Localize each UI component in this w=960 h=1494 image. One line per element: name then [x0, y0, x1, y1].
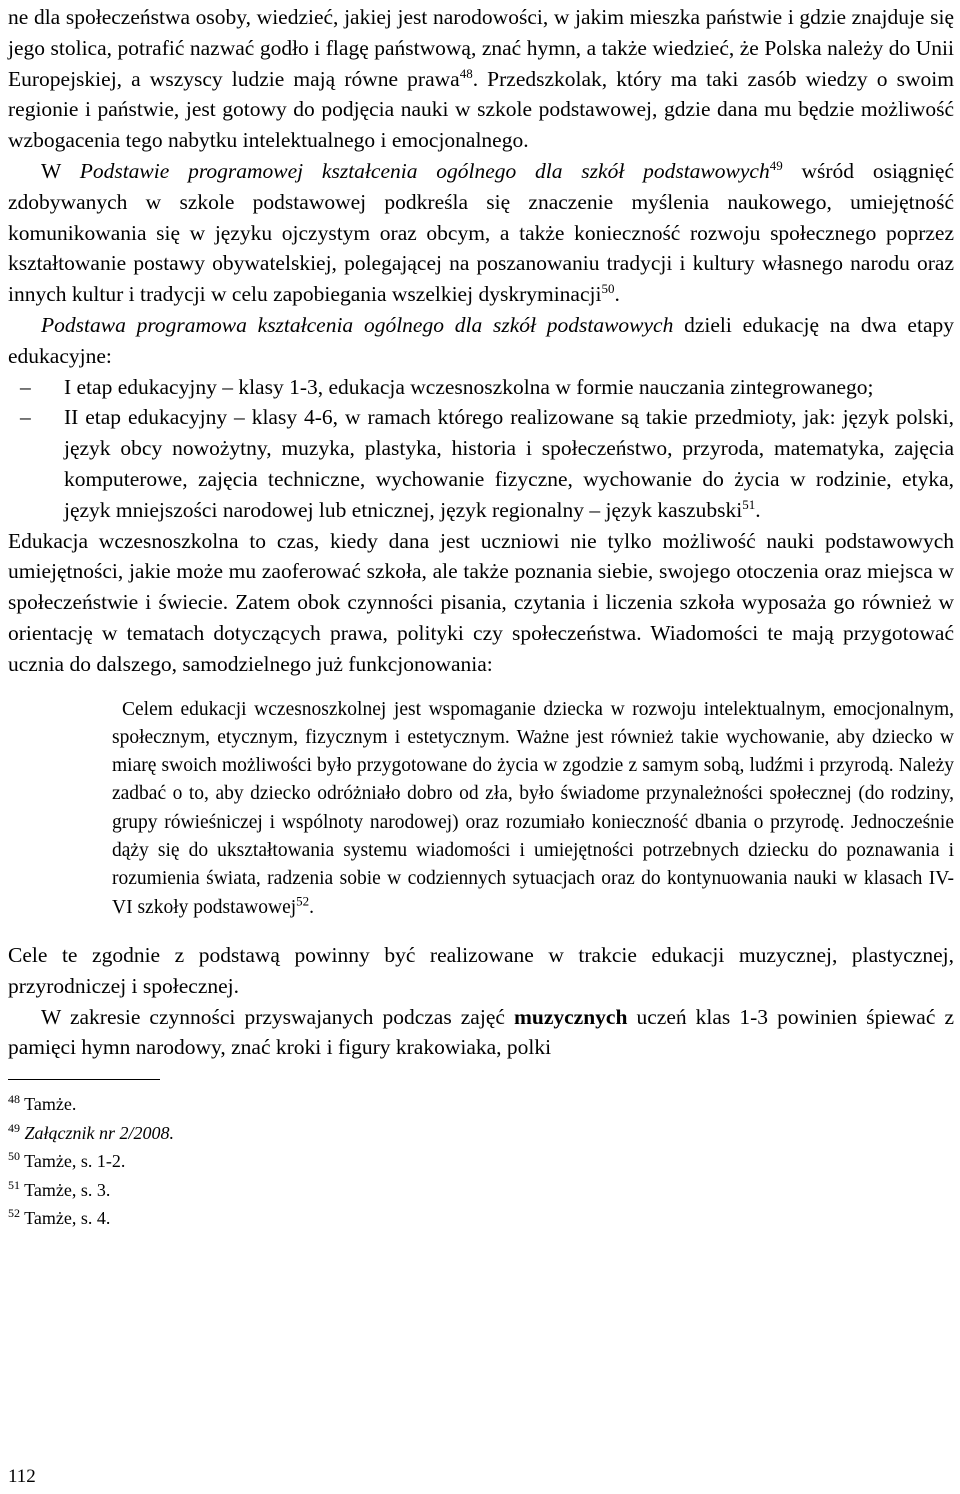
dash-bullet: – — [20, 374, 31, 399]
footnote-52 — [8, 1204, 954, 1233]
quote-text: . — [309, 896, 315, 918]
block-quote — [8, 696, 954, 922]
italic-title: Podstawie programowej kształcenia ogólnego dla szkół podstawowych — [79, 158, 770, 183]
footnote-number: 49 — [8, 1120, 20, 1135]
paragraph-text: W zakresie czynności przyswajanych podczas zajęć — [41, 1004, 514, 1029]
paragraph-text: ne dla społeczeństwa osoby, wiedzieć, jakiej jest narodowości, w jakim mieszka państwie i gdzie znajduje się jego stolica, potrafić nazwać godło i flagę państwową, znać hymn, a także wiedzieć, że Polska należy do Unii Europejskiej, a wszyscy ludzie mają równe prawa — [8, 5, 954, 91]
footnote-number: 50 — [8, 1149, 20, 1164]
paragraph-music — [8, 1002, 954, 1064]
paragraph-text: . — [614, 282, 620, 307]
footnote-ref-51[interactable]: 51 — [742, 496, 756, 512]
dash-bullet: – — [20, 405, 31, 430]
footnote-text: Tamże, s. 3. — [20, 1179, 111, 1200]
paragraph-text: W — [41, 158, 80, 183]
footnote-ref-48[interactable]: 48 — [459, 65, 473, 81]
footnote-ref-50[interactable]: 50 — [601, 281, 615, 297]
paragraph-intro — [8, 2, 954, 156]
stage-list — [8, 372, 954, 526]
footnote-ref-49[interactable]: 49 — [769, 157, 783, 173]
footnote-ref-52[interactable]: 52 — [296, 893, 310, 909]
italic-title: Podstawa programowa kształcenia ogólnego dla szkół podstawowych — [41, 312, 674, 337]
footnote-49 — [8, 1119, 954, 1148]
footnote-text: Tamże. — [20, 1094, 77, 1115]
footnote-number: 51 — [8, 1177, 20, 1192]
footnotes — [8, 1090, 954, 1233]
footnote-text: Tamże, s. 4. — [20, 1208, 111, 1229]
footnote-51 — [8, 1176, 954, 1205]
paragraph-text: Cele te zgodnie z podstawą powinny być realizowane w trakcie edukacji muzycznej, plastycznej, przyrodniczej i społecznej. — [8, 942, 954, 998]
document-page — [8, 2, 954, 1233]
list-item-text: II etap edukacyjny – klasy 4-6, w ramach którego realizowane są takie przedmioty, jak: język polski, język obcy nowożytny, muzyka, plastyka, historia i społeczeństwo, przyroda, matematyka, zajęcia komputerowe, zajęcia techniczne, wychowanie fizyczne, wychowanie do życia w rodzinie, etyka, język mniejszości narodowej lub etnicznej, język regionalny – język kaszubski — [64, 405, 954, 522]
footnote-text: Tamże, s. 1-2. — [20, 1151, 126, 1172]
list-item — [8, 372, 954, 403]
paragraph-text: dzieli edukację na dwa etapy edukacyjne: — [8, 312, 954, 368]
list-item — [8, 402, 954, 525]
list-item-text: I etap edukacyjny – klasy 1-3, edukacja wczesnoszkolna w formie nauczania zintegrowanego; — [64, 374, 874, 399]
footnote-text: Załącznik nr 2/2008. — [20, 1122, 175, 1143]
paragraph-goals — [8, 940, 954, 1002]
paragraph-early-education — [8, 526, 954, 680]
footnote-50 — [8, 1147, 954, 1176]
footnote-divider — [8, 1079, 160, 1080]
footnote-number: 48 — [8, 1092, 20, 1107]
footnote-number: 52 — [8, 1206, 20, 1221]
paragraph-text: uczeń klas 1-3 powinien śpiewać z pamięci hymn narodowy, znać kroki i figury krakowiaka, polki — [8, 1004, 954, 1060]
paragraph-text: wśród osiągnięć zdobywanych w szkole podstawowej podkreśla się znaczenie myślenia naukowego, umiejętność komunikowania się w języku ojczystym oraz obcym, a także konieczność rozwoju społecznego poprzez kształtowanie postawy obywatelskiej, polegającej na poszanowaniu tradycji i kultury własnego narodu oraz innych kultur i tradycji w celu zapobiegania wszelkiej dyskryminacji — [8, 158, 955, 307]
footnote-48 — [8, 1090, 954, 1119]
page-number: 112 — [8, 1466, 36, 1487]
paragraph-text: . Przedszkolak, który ma taki zasób wiedzy o swoim regionie i państwie, jest gotowy do podjęcia nauki w szkole podstawowej, gdzie dana mu będzie możliwość wzbogacenia tego nabytku intelektualnego i emocjonalnego. — [8, 66, 954, 153]
quote-text: Celem edukacji wczesnoszkolnej jest wspomaganie dziecka w rozwoju intelektualnym, emocjonalnym, społecznym, etycznym, fizycznym i estetycznym. Ważne jest również takie wychowanie, aby dziecko w miarę swoich możliwości było przygotowane do życia w zgodzie z samym sobą, ludźmi i przyrodą. Należy zadbać o to, aby dziecko odróżniało dobro od zła, było świadome przynależności społecznej (do rodziny, grupy rówieśniczej i wspólnoty narodowej) oraz rozumiało konieczność dbania o przyrodę. Jednocześnie dąży się do ukształtowania systemu wiadomości i umiejętności potrzebnych dziecku do poznawania i rozumienia świata, radzenia sobie w codziennych sytuacjach oraz do kontynuowania nauki w klasach IV-VI szkoły podstawowej — [112, 698, 954, 918]
bold-term: muzycznych — [513, 1004, 628, 1029]
paragraph-text: Edukacja wczesnoszkolna to czas, kiedy dana jest uczniowi nie tylko możliwość nauki podstawowych umiejętności, jakie może mu zaoferować szkoła, ale także poznania siebie, swojego otoczenia oraz miejsca w społeczeństwie i świecie. Zatem obok czynności pisania, czytania i liczenia szkoła wyposaża go również w orientację w tematach dotyczących prawa, polityki czy społeczeństwa. Wiadomości te mają przygotować ucznia do dalszego, samodzielnego już funkcjonowania: — [8, 528, 954, 676]
paragraph-podstawa-skills — [8, 156, 954, 310]
list-item-text: . — [755, 497, 761, 522]
paragraph-stages — [8, 310, 954, 372]
